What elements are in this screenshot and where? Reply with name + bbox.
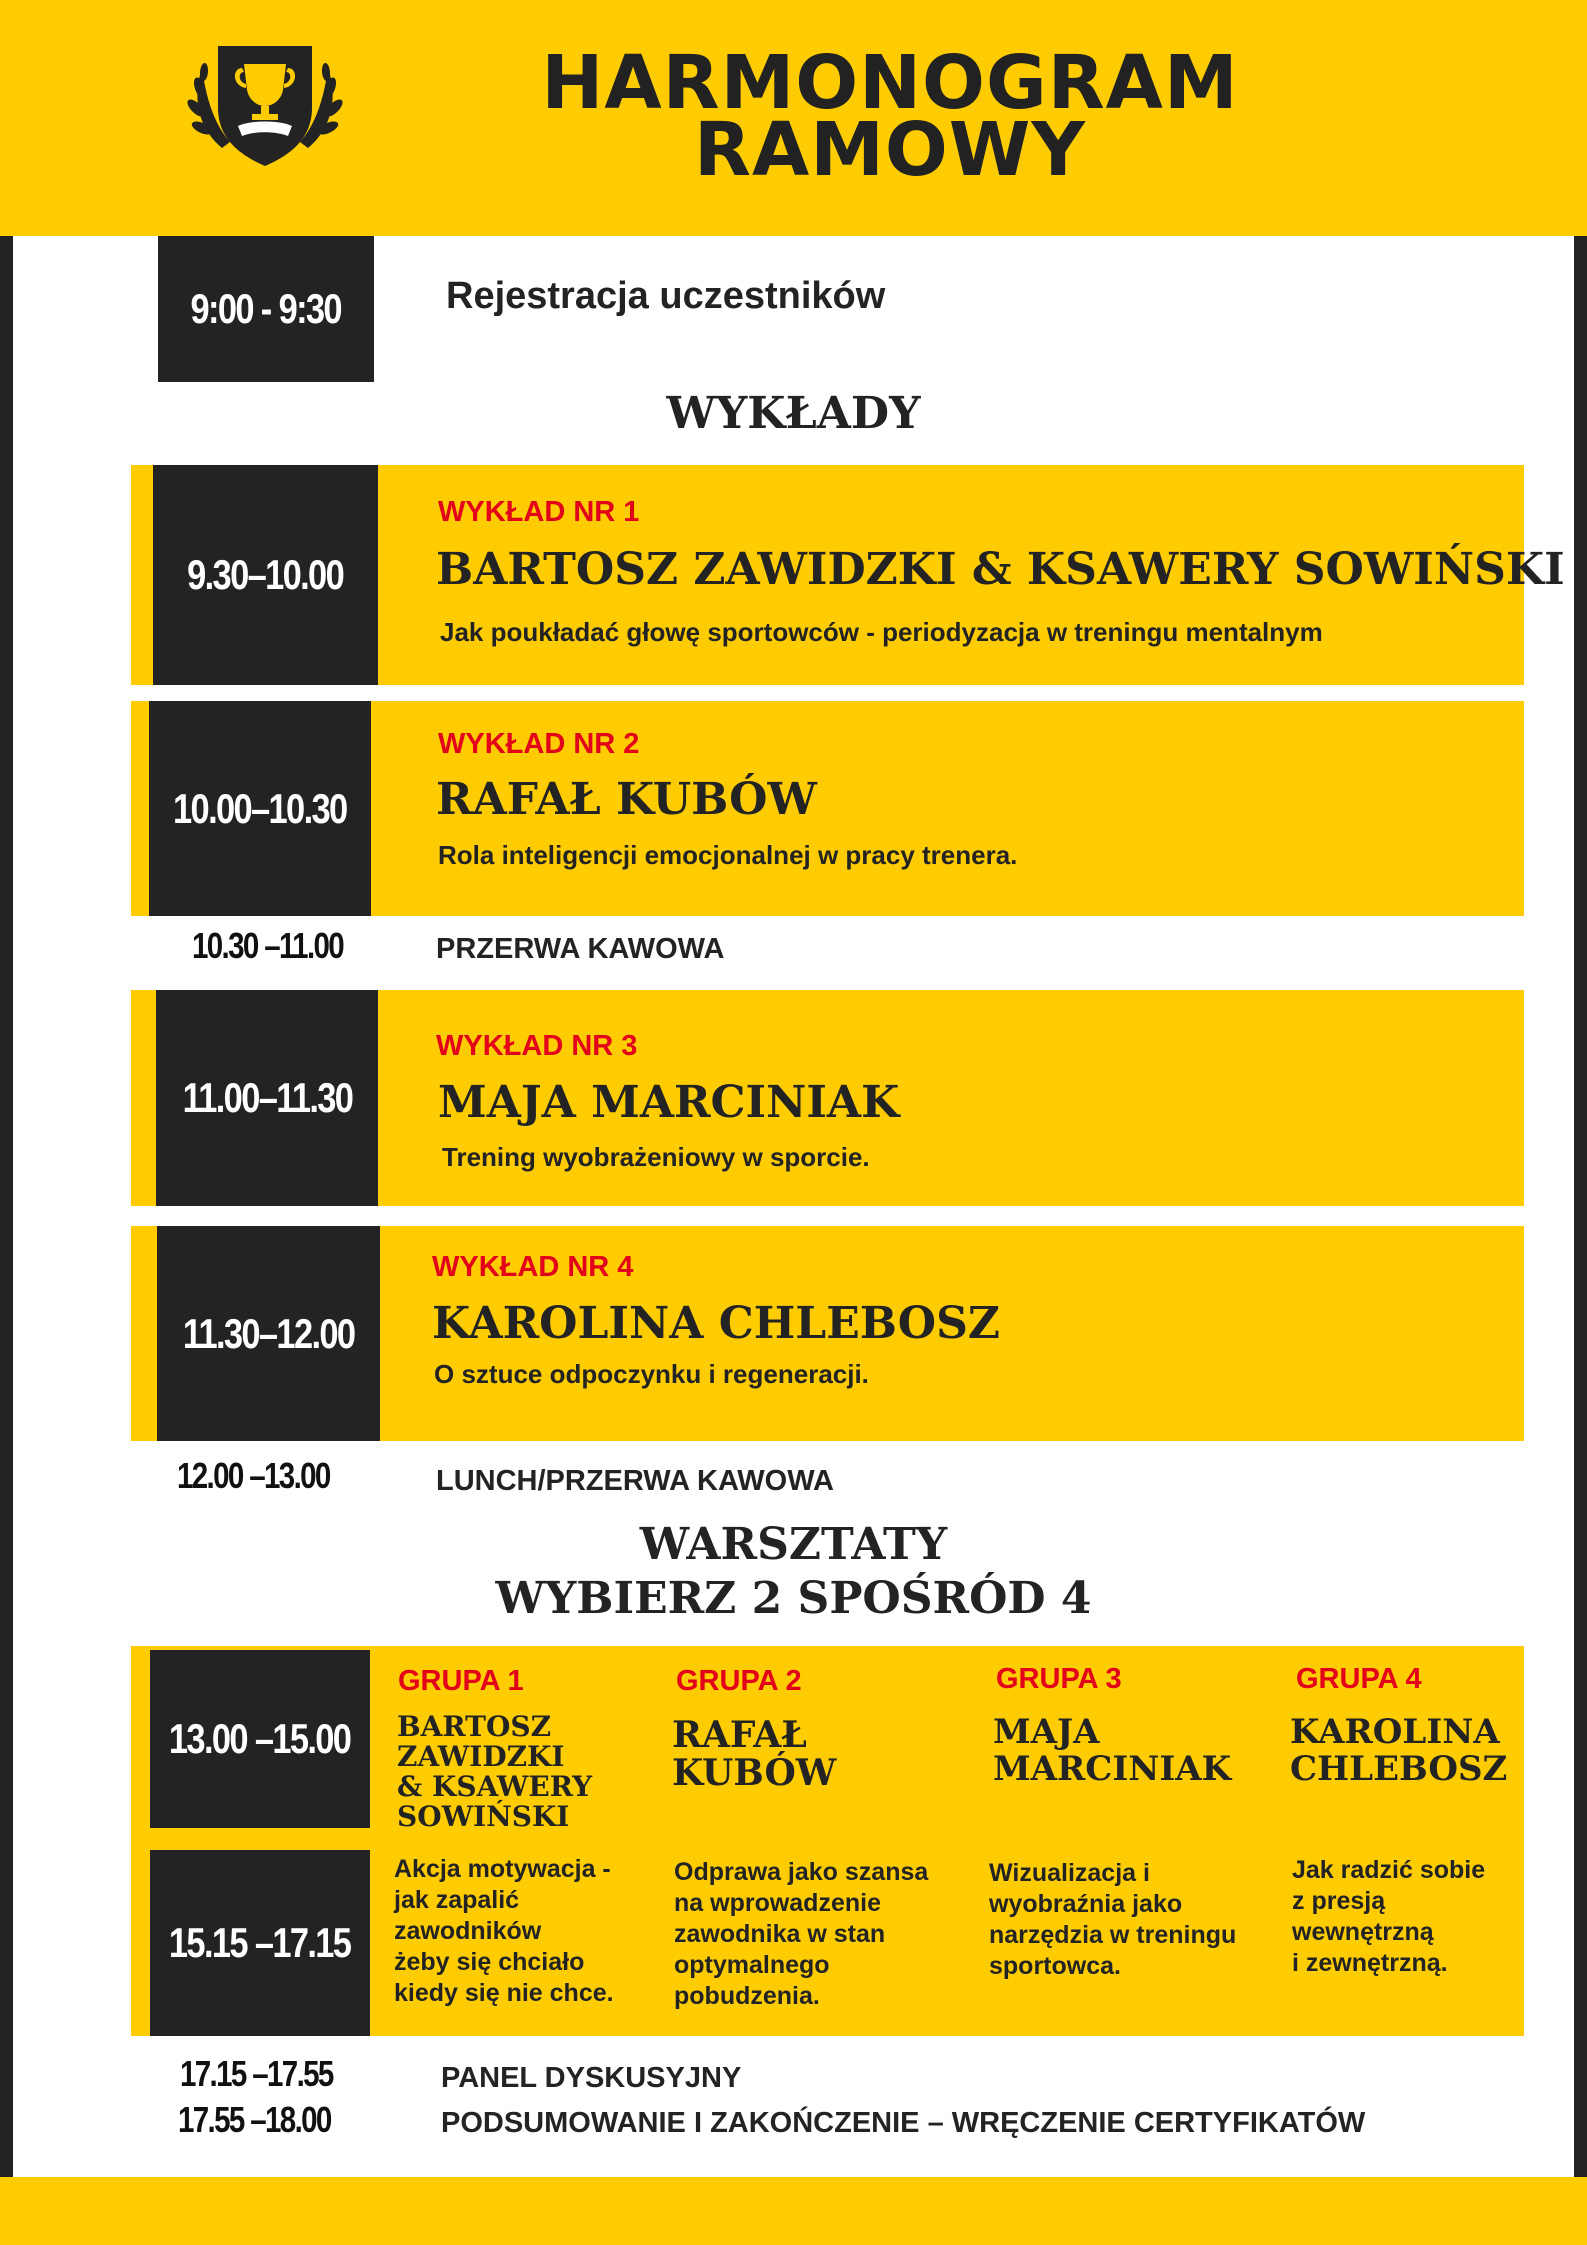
group-4-speaker: KAROLINA CHLEBOSZ <box>1290 1712 1508 1789</box>
group-1-topic: Akcja motywacja - jak zapalić zawodników żeby się chciało kiedy się nie chce. <box>394 1855 614 2007</box>
footer-band <box>0 2177 1587 2245</box>
lecture-2-time: 10.00–10.30 <box>173 784 347 832</box>
title-line-2: RAMOWY <box>693 107 1086 193</box>
closing-1-label: PANEL DYSKUSYJNY <box>441 2062 742 2094</box>
lecture-1-time: 9.30–10.00 <box>187 551 344 598</box>
lecture-4-time-box <box>157 1226 380 1441</box>
group-1-label: GRUPA 1 <box>398 1665 524 1697</box>
group-3-speaker: MAJA MARCINIAK <box>993 1712 1232 1789</box>
workshop-time-1-box <box>150 1650 370 1828</box>
lecture-4-time: 11.30–12.00 <box>182 1309 355 1357</box>
break-2-label: LUNCH/PRZERWA KAWOWA <box>436 1465 834 1497</box>
closing-2-time: 17.55 –18.00 <box>178 2099 331 2140</box>
lecture-3-time-box <box>156 990 378 1206</box>
group-2-topic: Odprawa jako szansa na wprowadzenie zawodnika w stan optymalnego pobudzenia. <box>674 1858 929 2010</box>
lecture-1-topic: Jak poukładać głowę sportowców - periodyzacja w treningu mentalnym <box>440 617 1323 647</box>
group-2-speaker: RAFAŁ KUBÓW <box>672 1714 837 1794</box>
right-border <box>1574 236 1587 2177</box>
title-line-1: HARMONOGRAM <box>541 40 1239 126</box>
lecture-3-time: 11.00–11.30 <box>182 1074 352 1121</box>
break-2-time: 12.00 –13.00 <box>177 1455 330 1496</box>
lecture-3-speaker: MAJA MARCINIAK <box>438 1077 900 1128</box>
group-3-label: GRUPA 3 <box>996 1663 1122 1695</box>
lecture-1-time-box <box>153 465 378 685</box>
workshops-heading-1: WARSZTATY <box>639 1519 948 1570</box>
closing-1-time: 17.15 –17.55 <box>180 2053 333 2094</box>
break-1-label: PRZERWA KAWOWA <box>436 933 725 965</box>
workshop-time-1: 13.00 –15.00 <box>169 1715 351 1762</box>
lecture-2-number: WYKŁAD NR 2 <box>438 728 640 760</box>
group-3-topic: Wizualizacja i wyobraźnia jako narzędzia w treningu sportowca. <box>989 1859 1237 1980</box>
registration-label: Rejestracja uczestników <box>446 275 886 317</box>
lecture-4-topic: O sztuce odpoczynku i regeneracji. <box>434 1359 869 1389</box>
lecture-2-time-box <box>149 701 371 916</box>
closing-2-label: PODSUMOWANIE I ZAKOŃCZENIE – WRĘCZENIE CERTYFIKATÓW <box>441 2107 1366 2139</box>
lecture-1-speaker: BARTOSZ ZAWIDZKI & KSAWERY SOWIŃSKI <box>436 544 1565 595</box>
lecture-1-number: WYKŁAD NR 1 <box>438 496 640 528</box>
lecture-4-speaker: KAROLINA CHLEBOSZ <box>432 1298 1000 1349</box>
trophy-shield-laurel-icon <box>180 28 350 173</box>
registration-time: 9:00 - 9:30 <box>190 285 342 332</box>
group-4-label: GRUPA 4 <box>1296 1663 1422 1695</box>
break-1-time: 10.30 –11.00 <box>192 925 344 966</box>
group-1-speaker: BARTOSZ ZAWIDZKI & KSAWERY SOWIŃSKI <box>397 1710 593 1833</box>
lecture-2-topic: Rola inteligencji emocjonalnej w pracy trenera. <box>438 840 1018 870</box>
group-4-topic: Jak radzić sobie z presją wewnętrzną i zewnętrzną. <box>1292 1856 1486 1977</box>
left-border <box>0 236 13 2177</box>
lecture-2-speaker: RAFAŁ KUBÓW <box>436 774 817 825</box>
workshops-heading-2: WYBIERZ 2 SPOŚRÓD 4 <box>495 1573 1092 1624</box>
group-2-label: GRUPA 2 <box>676 1665 802 1697</box>
lecture-4-number: WYKŁAD NR 4 <box>432 1251 634 1283</box>
registration-time-box <box>158 236 374 382</box>
lecture-3-topic: Trening wyobrażeniowy w sporcie. <box>442 1142 870 1172</box>
workshop-time-2: 15.15 –17.15 <box>169 1919 351 1966</box>
lecture-3-number: WYKŁAD NR 3 <box>436 1030 638 1062</box>
workshop-time-2-box <box>150 1850 370 2036</box>
lectures-heading: WYKŁADY <box>666 388 921 439</box>
